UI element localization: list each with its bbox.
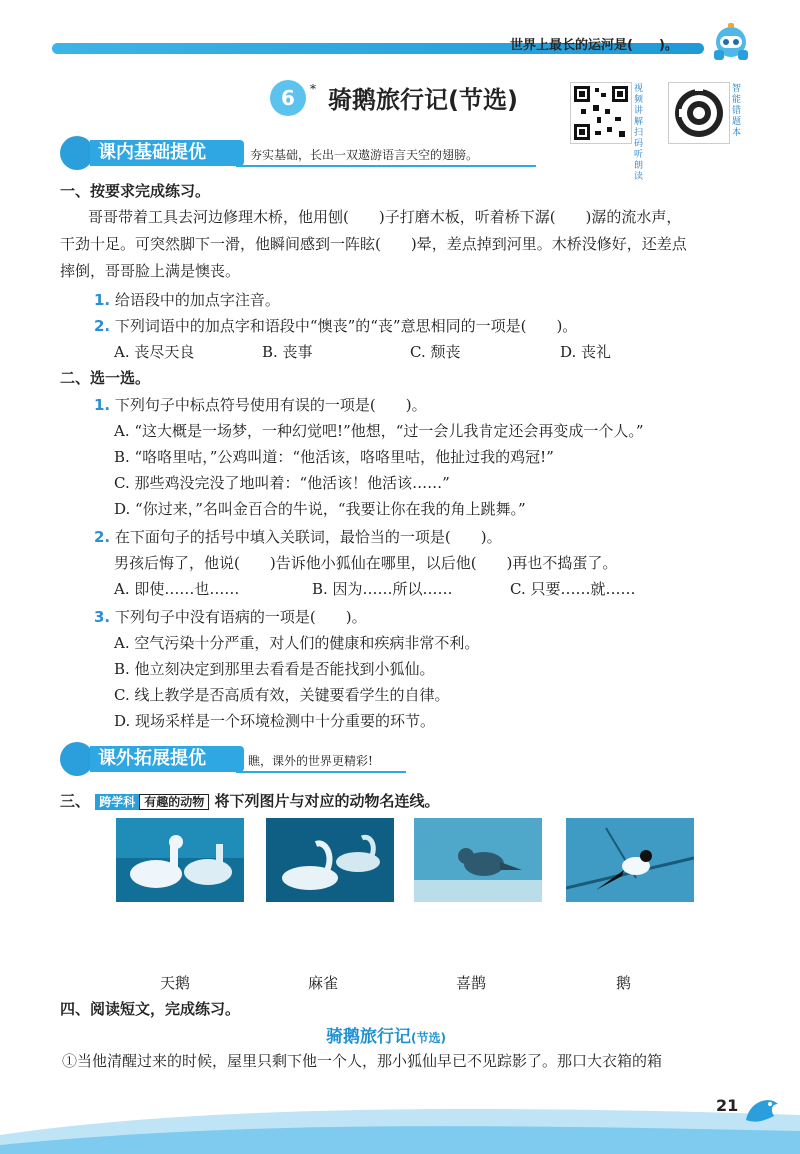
animal-name-swan[interactable]: 天鹅 <box>160 974 191 992</box>
header-question: 世界上最长的运河是( )。 <box>510 38 678 53</box>
part2-heading: 二、选一选。 <box>60 369 151 387</box>
p2-q3-option-a[interactable]: A. 空气污染十分严重，对人们的健康和疾病非常不利。 <box>114 634 480 652</box>
qr-code-error-book[interactable] <box>668 82 730 144</box>
dolphin-icon <box>60 742 94 776</box>
p2-q2-number: 2. <box>94 528 111 546</box>
goose-photo <box>116 818 244 902</box>
sparrow-photo <box>414 818 542 902</box>
qr-listen-label: 视频讲解 扫码听朗读 <box>634 84 644 182</box>
dolphin-mascot-icon <box>740 1090 784 1134</box>
p2-q3-option-b[interactable]: B. 他立刻决定到那里去看看是否能找到小狐仙。 <box>114 660 435 678</box>
p2-q3 <box>94 606 367 627</box>
p2-q2-option-b[interactable]: B. 因为……所以…… <box>312 580 453 598</box>
p2-q1-option-c[interactable]: C. 那些鸡没完没了地叫着：“他活该！他活该……” <box>114 474 450 492</box>
p2-q2-option-a[interactable]: A. 即使……也…… <box>114 580 240 598</box>
p1-q1-text: 给语段中的加点字注音。 <box>114 291 280 309</box>
paragraph-line-3: 摔倒，哥哥脸上满是懊丧。 <box>60 262 241 280</box>
page-number: 21 <box>716 1096 739 1115</box>
p2-q1-number: 1. <box>94 396 111 414</box>
p2-q2-sentence: 男孩后悔了，他说( )告诉他小狐仙在哪里，以后他( )再也不捣蛋了。 <box>114 554 618 572</box>
p1-q1 <box>94 289 280 310</box>
footer-wave <box>0 1095 800 1154</box>
p2-q3-option-d[interactable]: D. 现场采样是一个环境检测中十分重要的环节。 <box>114 712 436 730</box>
reading-line-1: ①当他清醒过来的时候，屋里只剩下他一个人，那小狐仙早已不见踪影了。那口大衣箱的箱 <box>62 1052 663 1070</box>
section-basic-title: 课内基础提优 <box>90 140 244 166</box>
p2-q1-option-d[interactable]: D. “你过来，”名叫金百合的牛说，“我要让你在我的角上跳舞。” <box>114 500 526 518</box>
section-basic-subtitle: 夯实基础，长出一双遨游语言天空的翅膀。 <box>250 148 479 162</box>
p2-q1-text: 下列句子中标点符号使用有误的一项是( )。 <box>114 396 427 414</box>
magpie-photo <box>566 818 694 902</box>
p2-q3-text: 下列句子中没有语病的一项是( )。 <box>114 608 367 626</box>
p1-q2-option-c[interactable]: C. 颓丧 <box>410 343 461 361</box>
p1-q2 <box>94 315 577 336</box>
p1-q1-number: 1. <box>94 291 111 309</box>
wheat-icon <box>60 136 94 170</box>
part3-row <box>60 790 440 811</box>
p2-q2 <box>94 526 502 547</box>
section-extended-subtitle: 瞧，课外的世界更精彩! <box>248 754 373 768</box>
p2-q3-number: 3. <box>94 608 111 626</box>
reading-title-row <box>326 1022 446 1047</box>
cross-subject-tag: 跨学科 <box>95 794 139 810</box>
part3-instruction: 将下列图片与对应的动物名连线。 <box>214 792 440 810</box>
animal-name-goose[interactable]: 鹅 <box>616 974 632 992</box>
p1-q2-option-b[interactable]: B. 丧事 <box>262 343 313 361</box>
paragraph-line-1: 哥哥带着工具去河边修理木桥，他用刨( )子打磨木板，听着桥下潺( )潺的流水声， <box>88 208 682 226</box>
p2-q1-option-a[interactable]: A. “这大概是一场梦，一种幻觉吧!”他想，“过一会儿我肯定还会再变成一个人。” <box>114 422 644 440</box>
qr-error-book-label: 智能错题本 <box>732 84 742 138</box>
lesson-star-mark: * <box>310 82 316 96</box>
robot-mascot-icon <box>708 20 754 66</box>
p1-q2-option-a[interactable]: A. 丧尽天良 <box>114 343 195 361</box>
p2-q3-option-c[interactable]: C. 线上教学是否高质有效，关键要看学生的自律。 <box>114 686 450 704</box>
p1-q2-option-d[interactable]: D. 丧礼 <box>560 343 612 361</box>
qr-code-listen[interactable] <box>570 82 632 144</box>
animal-name-magpie[interactable]: 喜鹊 <box>456 974 487 992</box>
section-extended-underline <box>236 771 406 773</box>
part3-heading: 三、 <box>60 792 91 810</box>
part4-heading: 四、阅读短文，完成练习。 <box>60 1000 241 1018</box>
section-basic-underline <box>236 165 536 167</box>
reading-title: 骑鹅旅行记 <box>326 1027 411 1047</box>
p1-q2-text: 下列词语中的加点字和语段中“懊丧”的“丧”意思相同的一项是( )。 <box>114 317 578 335</box>
p2-q1-option-b[interactable]: B. “咯咯里咕，”公鸡叫道：“他活该，咯咯里咕，他扯过我的鸡冠!” <box>114 448 554 466</box>
p1-q2-number: 2. <box>94 317 111 335</box>
animal-name-sparrow[interactable]: 麻雀 <box>308 974 339 992</box>
swan-photo <box>266 818 394 902</box>
section-extended-title: 课外拓展提优 <box>90 746 244 772</box>
part1-heading: 一、按要求完成练习。 <box>60 182 211 200</box>
p2-q2-option-c[interactable]: C. 只要……就…… <box>510 580 636 598</box>
p2-q2-text: 在下面句子的括号中填入关联词，最恰当的一项是( )。 <box>114 528 502 546</box>
reading-title-suffix: (节选) <box>411 1031 446 1045</box>
paragraph-line-2: 干劲十足。可突然脚下一滑，他瞬间感到一阵眩( )晕，差点掉到河里。木桥没修好，还差点 <box>60 235 687 253</box>
interesting-animals-tag: 有趣的动物 <box>139 794 209 810</box>
lesson-number-badge: 6 <box>270 80 306 116</box>
lesson-title: 骑鹅旅行记(节选) <box>328 86 518 114</box>
p2-q1 <box>94 394 427 415</box>
